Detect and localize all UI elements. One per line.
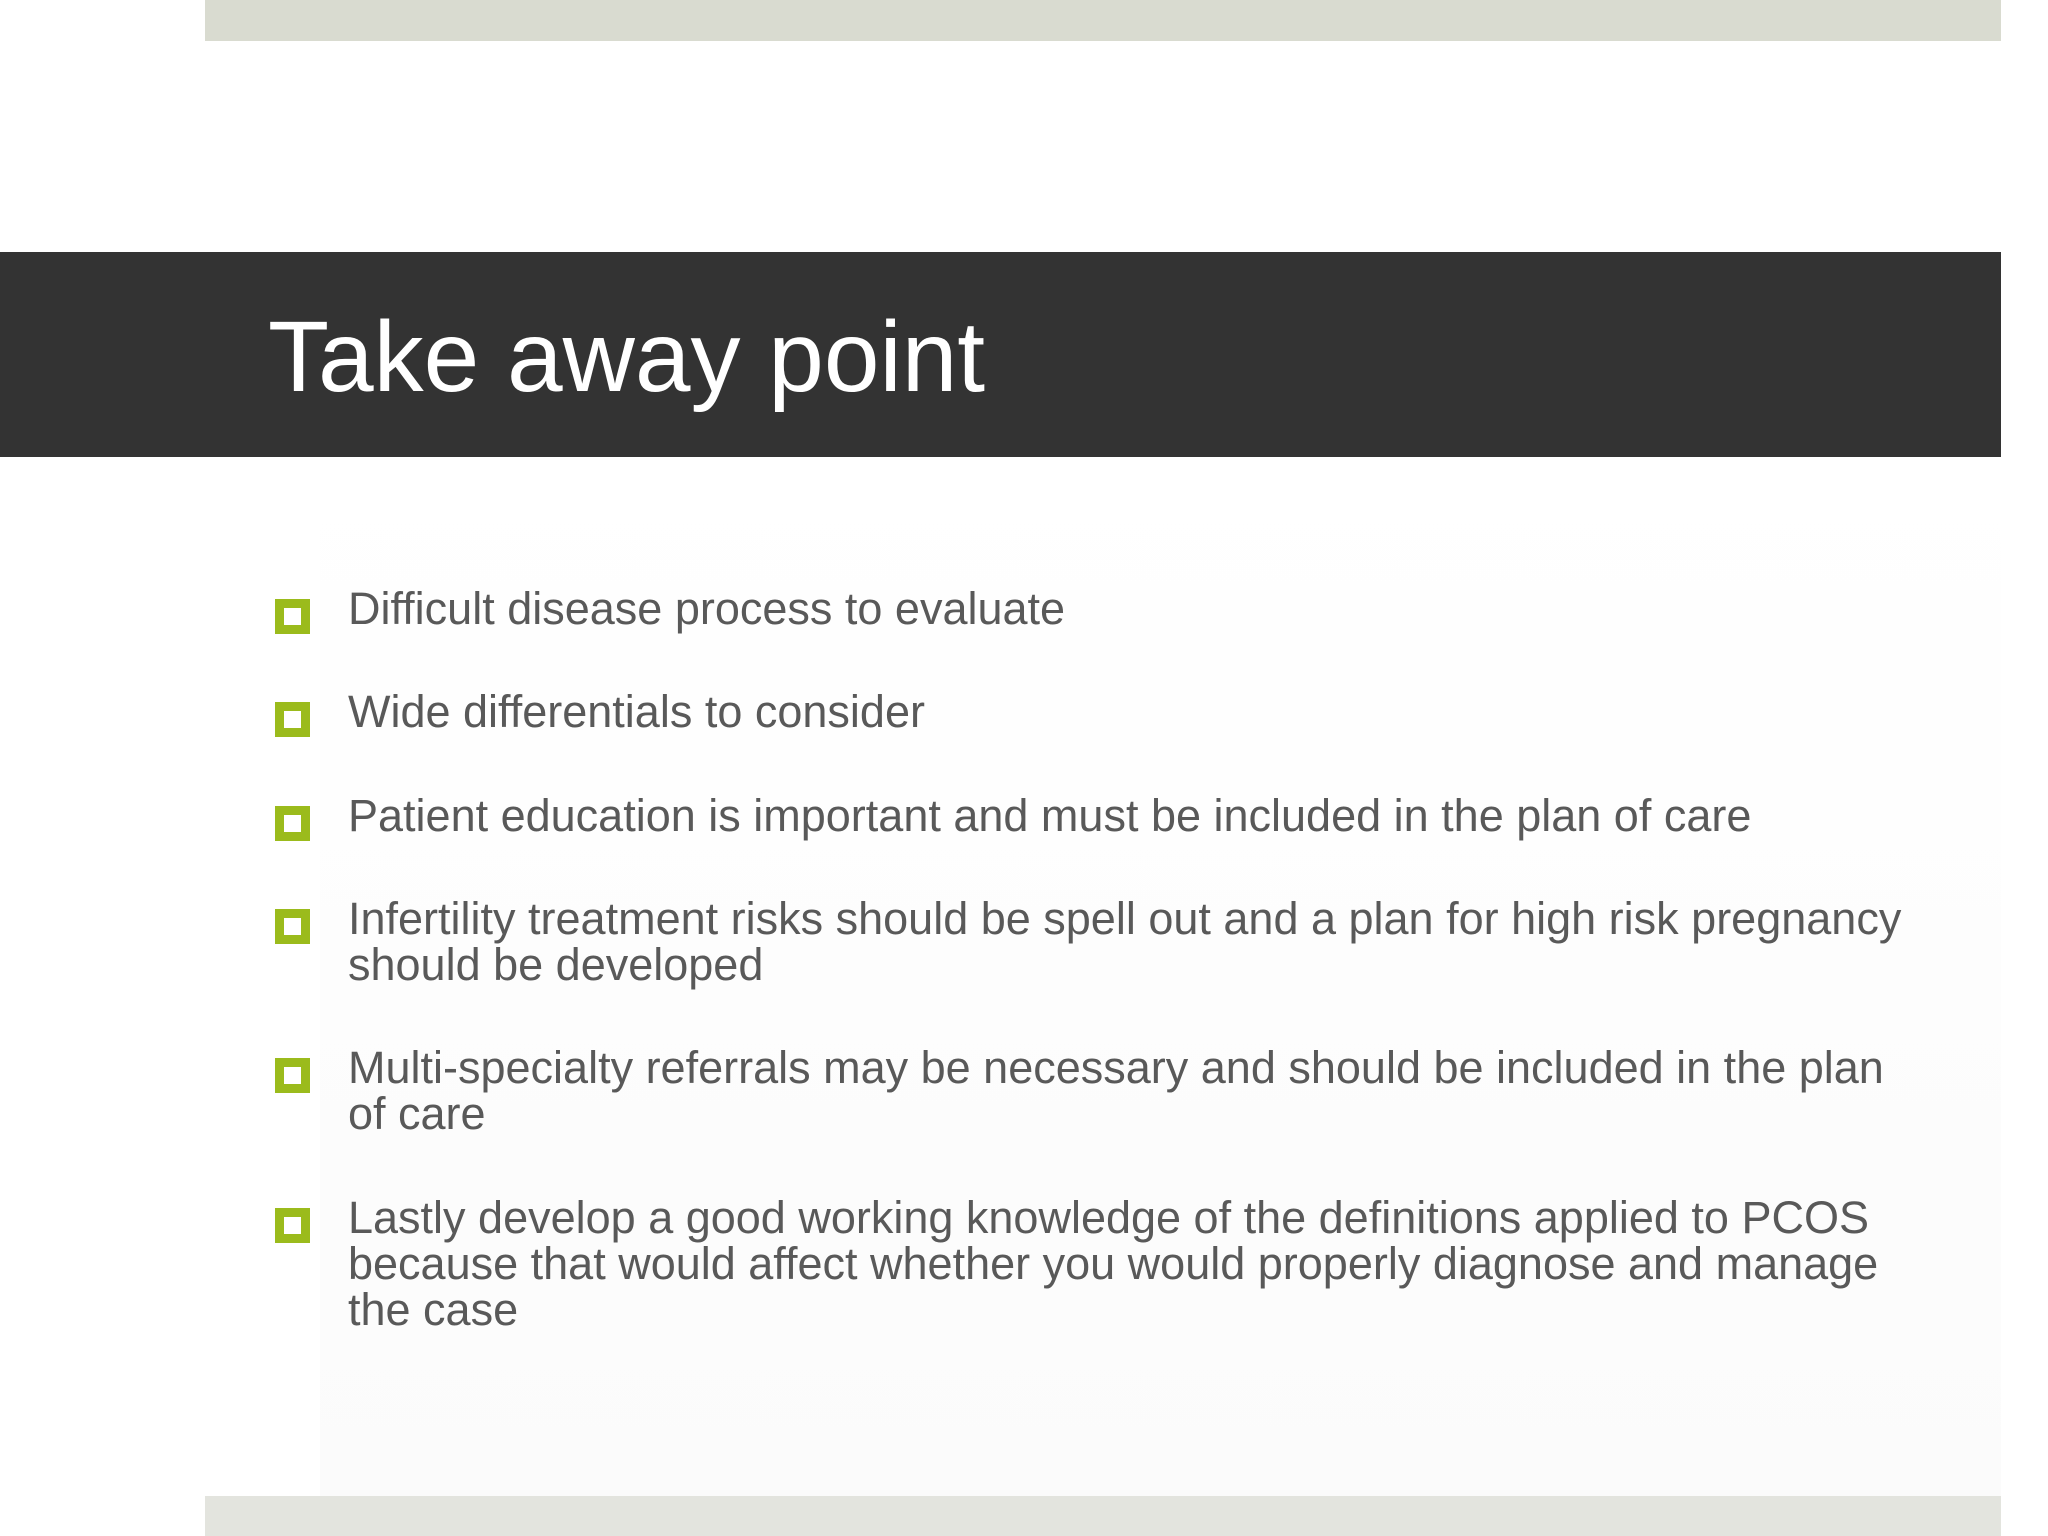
bullet-text: Wide differentials to consider (348, 686, 925, 737)
square-bullet-icon (275, 1058, 310, 1093)
bullet-text: Patient education is important and must be included in the plan of care (348, 790, 1752, 841)
square-bullet-icon (275, 702, 310, 737)
slide-title: Take away point (268, 301, 986, 413)
square-bullet-icon (275, 1208, 310, 1243)
top-band (205, 0, 2001, 41)
bullet-text: Multi-specialty referrals may be necessary and should be included in the plan of care (348, 1042, 1884, 1139)
bullet-text: Infertility treatment risks should be spell out and a plan for high risk pregnancy should be developed (348, 893, 1902, 990)
bottom-band (205, 1496, 2001, 1536)
square-bullet-icon (275, 806, 310, 841)
bullet-text: Lastly develop a good working knowledge of the definitions applied to PCOS because that would affect whether you would properly diagnose and manage the case (348, 1192, 1879, 1335)
bullet-text: Difficult disease process to evaluate (348, 583, 1066, 634)
square-bullet-icon (275, 599, 310, 634)
square-bullet-icon (275, 909, 310, 944)
